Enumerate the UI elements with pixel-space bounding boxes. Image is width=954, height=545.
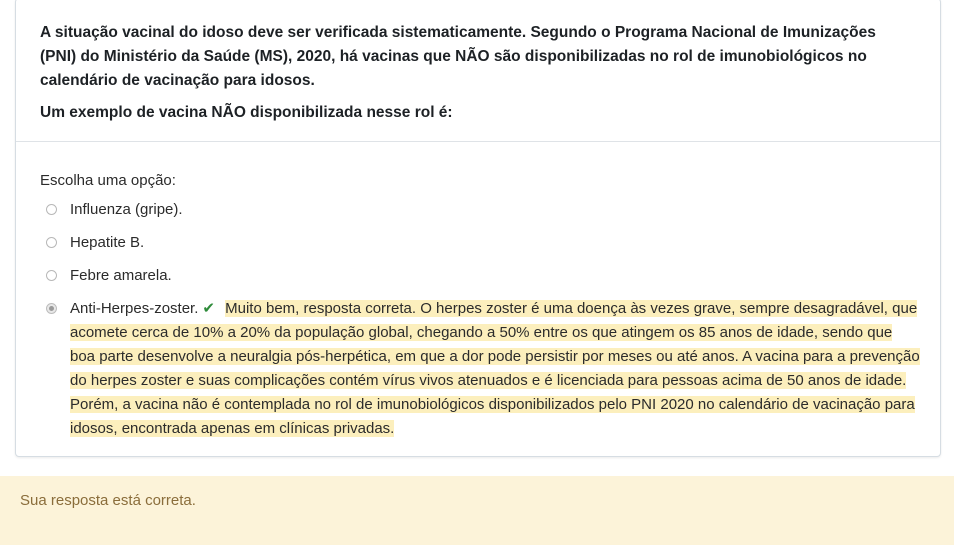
radio-button[interactable] [46, 204, 57, 215]
answer-option-hepatite-b[interactable] [40, 231, 920, 255]
question-card [15, 0, 941, 457]
status-message: Sua resposta está correta. [20, 492, 196, 509]
question-paragraph: A situação vacinal do idoso deve ser verificada sistematicamente. Segundo o Programa Nacional de Imunizações (PNI) do Ministério da Saúde (MS), 2020, há vacinas que NÃO são disponibilizadas no rol de imunobiológicos no calendário de vacinação para idosos. [40, 24, 876, 89]
answer-block [40, 170, 920, 441]
answer-option-febre-amarela[interactable] [40, 264, 920, 288]
radio-button[interactable] [46, 237, 57, 248]
answer-option-anti-herpes-zoster[interactable] [40, 297, 920, 441]
specific-feedback: Muito bem, resposta correta. O herpes zoster é uma doença às vezes grave, sempre desagradável, que acomete cerca de 10% a 20% da população global, chegando a 50% entre os que atingem os 85 anos de idade, sendo que boa parte desenvolve a neuralgia pós-herpética, em que a dor pode persistir por meses ou até anos. A vacina para a prevenção do herpes zoster e suas complicações contém vírus vivos atenuados e é licenciada para pessoas acima de 50 anos de idade. Porém, a vacina não é contemplada no rol de imunobiológicos disponibilizados pelo PNI 2020 no calendário de vacinação para idosos, encontrada apenas em clínicas privadas. [70, 300, 920, 437]
question-prompt: Um exemplo de vacina NÃO disponibilizada nesse rol é: [40, 104, 453, 121]
option-label: Hepatite B. [70, 234, 145, 251]
option-label: Influenza (gripe). [70, 201, 183, 218]
answer-option-influenza[interactable] [40, 198, 920, 222]
option-label: Febre amarela. [70, 267, 172, 284]
question-text-area [16, 0, 940, 142]
radio-button[interactable] [46, 270, 57, 281]
status-message-bar [0, 476, 954, 545]
answer-prompt: Escolha uma opção: [40, 172, 176, 189]
radio-button-selected[interactable] [46, 303, 57, 314]
option-label: Anti-Herpes-zoster. [70, 300, 199, 317]
check-icon: ✔ [202, 300, 215, 317]
